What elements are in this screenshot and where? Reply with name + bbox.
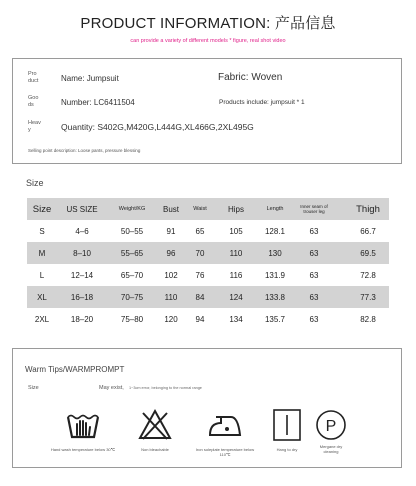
cell-size: M xyxy=(27,242,57,264)
header-thigh: Thigh xyxy=(347,198,389,220)
iron-low-caption: Iron soleplate temperature below 110℃ xyxy=(195,447,255,457)
cell-thigh: 69.5 xyxy=(347,242,389,264)
warm-tips-box xyxy=(12,348,402,468)
hand-wash-caption: Hand wash temperature below 30℃ xyxy=(50,447,116,452)
cell-inner-seam: 63 xyxy=(309,226,319,236)
warm-tips-title: Warm Tips/WARMPROMPT xyxy=(25,365,125,374)
cell-us-size: 4–6 xyxy=(75,226,89,236)
cell-length: 135.7 xyxy=(264,314,286,324)
cell-sleeve xyxy=(335,220,347,242)
cell-hips: 134 xyxy=(229,314,243,324)
cell-size: 2XL xyxy=(34,314,50,324)
cell-inner-seam: 63 xyxy=(293,242,335,264)
cell-bust: 96 xyxy=(157,242,185,264)
product-info-box xyxy=(12,58,402,164)
cell-thigh: 82.8 xyxy=(360,314,376,324)
iron-low-icon xyxy=(207,407,243,447)
cell-inner-seam: 63 xyxy=(293,286,335,308)
cell-us-size: 18–20 xyxy=(70,314,94,324)
goods-label: Goo ds xyxy=(28,95,39,108)
cell-us-size: 8–10 xyxy=(57,242,107,264)
table-row xyxy=(27,242,389,264)
cell-bust: 110 xyxy=(157,286,185,308)
cell-size: L xyxy=(39,270,45,280)
cell-hips: 105 xyxy=(229,226,243,236)
header-weight: Weight/KG xyxy=(107,198,157,220)
header-sleeve xyxy=(335,198,347,220)
cell-length: 131.9 xyxy=(264,270,286,280)
error-note: 1~3cm error, belonging to the normal range xyxy=(129,386,202,390)
hang-dry-caption: Hang to dry xyxy=(276,447,298,452)
hand-wash-icon xyxy=(65,407,101,447)
page-subtitle: can provide a variety of different models * figure, real shot video xyxy=(130,38,286,44)
cell-sleeve xyxy=(335,286,347,308)
dry-clean-icon xyxy=(313,407,349,447)
fabric: Fabric: Woven xyxy=(218,72,283,83)
cell-hips: 110 xyxy=(215,242,257,264)
cell-us-size: 16–18 xyxy=(57,286,107,308)
cell-length: 128.1 xyxy=(264,226,286,236)
cell-bust: 91 xyxy=(166,226,176,236)
dry-clean-caption: Mergane dry cleaning xyxy=(319,444,343,454)
cell-bust: 102 xyxy=(164,270,178,280)
header-inner-seam: Inner seam of trouser leg xyxy=(293,198,335,220)
cell-waist: 70 xyxy=(185,242,215,264)
table-row xyxy=(27,220,389,242)
cell-sleeve xyxy=(335,264,347,286)
cell-bust: 120 xyxy=(164,314,178,324)
size-section-title: Size xyxy=(26,178,44,188)
cell-inner-seam: 63 xyxy=(309,314,319,324)
table-row xyxy=(27,308,389,330)
header-hips: Hips xyxy=(215,198,257,220)
may-exist-text: May exist, xyxy=(99,385,124,391)
cell-thigh: 66.7 xyxy=(360,226,376,236)
quantity: Quantity: S402G,M420G,L444G,XL466G,2XL495G xyxy=(61,122,254,132)
cell-weight: 50–55 xyxy=(120,226,144,236)
cell-length: 130 xyxy=(257,242,293,264)
cell-hips: 116 xyxy=(229,270,243,280)
page-title: PRODUCT INFORMATION: 产品信息 xyxy=(80,15,336,32)
selling-point: Selling point description: Loose pants, pressure blessing xyxy=(28,148,141,153)
cell-thigh: 72.8 xyxy=(360,270,376,280)
table-row xyxy=(27,286,389,308)
svg-text:P: P xyxy=(325,418,337,435)
no-bleach-caption: Non bleachable xyxy=(141,447,169,452)
cell-inner-seam: 63 xyxy=(309,270,319,280)
tips-size-label: Size xyxy=(28,385,39,391)
cell-weight: 65–70 xyxy=(120,270,144,280)
cell-waist: 65 xyxy=(195,226,205,236)
header-length: Length xyxy=(257,198,293,220)
product-label: Pro duct xyxy=(28,71,39,84)
table-row xyxy=(27,264,389,286)
cell-hips: 124 xyxy=(215,286,257,308)
cell-length: 133.8 xyxy=(257,286,293,308)
header-bust: Bust xyxy=(157,198,185,220)
cell-weight: 70–75 xyxy=(107,286,157,308)
cell-waist: 84 xyxy=(185,286,215,308)
header-waist: Waist xyxy=(185,198,215,220)
size-table xyxy=(27,198,389,330)
product-name: Name: Jumpsuit xyxy=(61,74,119,83)
cell-us-size: 12–14 xyxy=(70,270,94,280)
goods-number: Number: LC6411504 xyxy=(61,98,135,107)
cell-sleeve xyxy=(335,308,347,330)
header-size: Size xyxy=(27,198,57,220)
no-bleach-icon xyxy=(137,407,173,447)
cell-size: S xyxy=(39,226,45,236)
size-table-header xyxy=(27,198,389,220)
hang-dry-icon xyxy=(269,407,305,447)
products-include: Products include: jumpsuit * 1 xyxy=(219,99,305,106)
cell-weight: 55–65 xyxy=(107,242,157,264)
cell-thigh: 77.3 xyxy=(347,286,389,308)
header-us-size: US SIZE xyxy=(57,198,107,220)
cell-waist: 76 xyxy=(195,270,205,280)
cell-size: XL xyxy=(27,286,57,308)
cell-sleeve xyxy=(335,242,347,264)
cell-waist: 94 xyxy=(195,314,205,324)
cell-weight: 75–80 xyxy=(120,314,144,324)
heavy-label: Heav y xyxy=(28,120,41,133)
